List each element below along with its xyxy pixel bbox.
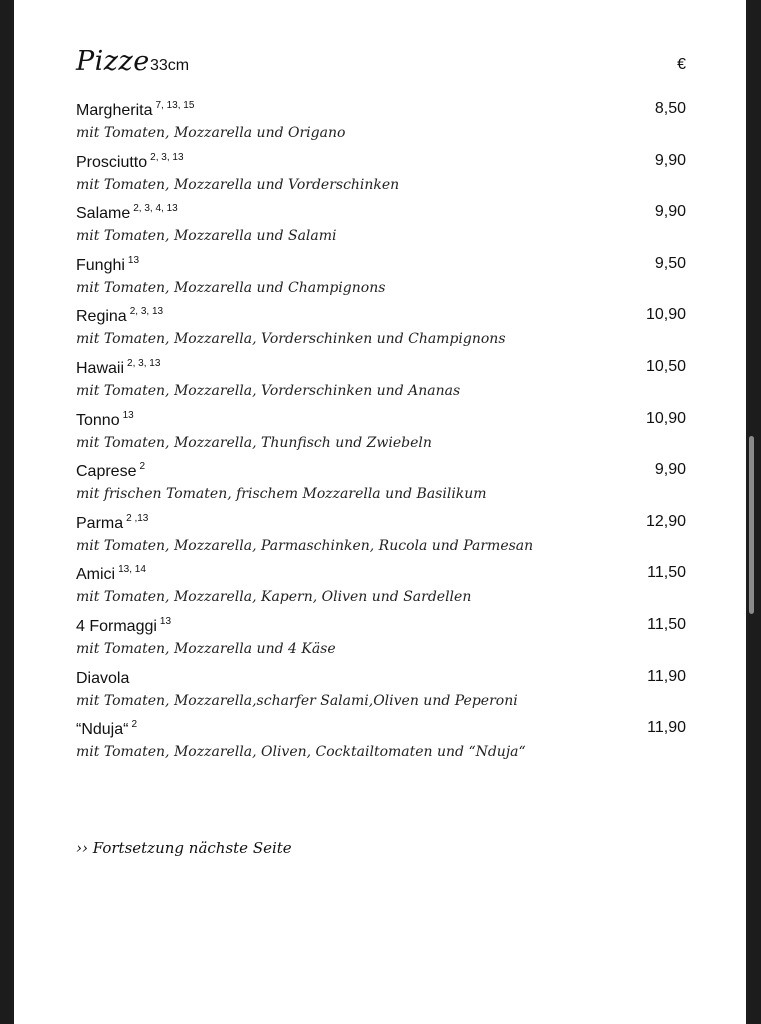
item-price: 11,50 xyxy=(647,564,686,582)
allergen-codes: 2, 3, 13 xyxy=(150,151,184,163)
item-name: Hawaii $^{2, 3, 13}$ xyxy=(76,357,161,377)
menu-item xyxy=(76,457,686,509)
menu-item xyxy=(76,664,686,716)
allergen-codes: 2, 3, 13 xyxy=(129,306,164,318)
allergen-codes: 2 xyxy=(139,461,146,473)
allergen-codes: 13 xyxy=(127,254,140,266)
item-description: mit Tomaten, Mozzarella, Oliven, Cocktailtomaten und “Nduja“ xyxy=(76,744,526,761)
item-price: 10,90 xyxy=(645,306,686,324)
scrollbar-thumb[interactable] xyxy=(749,436,754,614)
allergen-codes: 2, 3, 13 xyxy=(127,357,161,369)
menu-item xyxy=(76,354,686,406)
currency-label: € xyxy=(677,56,686,73)
item-price: 11,90 xyxy=(647,667,686,685)
menu-item xyxy=(76,96,686,148)
item-name: Margherita $^{7, 13, 15}$ xyxy=(76,100,195,119)
item-price: 9,90 xyxy=(654,203,686,221)
item-name: Funghi $^{13}$ xyxy=(76,254,140,274)
item-price: 9,50 xyxy=(654,254,686,272)
item-name: Amici $^{13, 14}$ xyxy=(76,564,146,584)
item-name: Caprese $^2$ xyxy=(76,461,146,481)
item-description: mit frischen Tomaten, frischem Mozzarella und Basilikum xyxy=(76,486,487,503)
menu-list xyxy=(76,96,686,767)
item-name: Regina $^{2, 3, 13}$ xyxy=(76,306,164,326)
item-description: mit Tomaten, Mozzarella und Origano xyxy=(76,125,346,141)
item-description: mit Tomaten, Mozzarella, Vorderschinken und Champignons xyxy=(76,331,506,348)
section-title: Pizze xyxy=(76,46,150,77)
item-price: 9,90 xyxy=(654,151,686,169)
menu-item xyxy=(76,715,686,767)
item-description: mit Tomaten, Mozzarella und Champignons xyxy=(76,279,386,296)
item-description: mit Tomaten, Mozzarella und Vorderschinken xyxy=(76,176,400,193)
item-price: 10,90 xyxy=(645,409,686,427)
item-price: 11,90 xyxy=(647,719,686,737)
menu-page xyxy=(14,0,746,1024)
item-name: Diavola xyxy=(76,669,130,687)
menu-item xyxy=(76,302,686,354)
item-name: Tonno $^{13}$ xyxy=(76,409,134,429)
item-price: 11,50 xyxy=(647,615,686,633)
item-description: mit Tomaten, Mozzarella, Kapern, Oliven und Sardellen xyxy=(76,589,472,606)
menu-item xyxy=(76,148,686,200)
section-header xyxy=(76,40,686,84)
item-name: “Nduja“ $^2$ xyxy=(76,719,138,739)
menu-item xyxy=(76,251,686,303)
item-description: mit Tomaten, Mozzarella, Vorderschinken und Ananas xyxy=(76,382,461,399)
allergen-codes: 13 xyxy=(159,615,172,627)
pizza-size-label: 33cm xyxy=(150,57,190,74)
menu-item xyxy=(76,199,686,251)
allergen-codes: 2 xyxy=(131,719,138,731)
item-price: 12,90 xyxy=(645,512,686,530)
item-description: mit Tomaten, Mozzarella, Thunfisch und Zwiebeln xyxy=(76,434,432,451)
item-description: mit Tomaten, Mozzarella und 4 Käse xyxy=(76,640,336,657)
item-name: 4 Formaggi $^{13}$ xyxy=(76,615,172,635)
item-name: Parma $^{2 ,13}$ xyxy=(76,512,149,532)
item-price: 8,50 xyxy=(654,100,686,117)
item-description: mit Tomaten, Mozzarella und Salami xyxy=(76,228,337,245)
allergen-codes: 2, 3, 4, 13 xyxy=(133,203,178,215)
continue-next-page-link[interactable]: ›› Fortsetzung nächste Seite xyxy=(76,839,292,857)
allergen-codes: 13, 14 xyxy=(118,564,146,576)
menu-item xyxy=(76,560,686,612)
allergen-codes: 2 ,13 xyxy=(126,512,149,524)
item-price: 9,90 xyxy=(654,461,686,479)
menu-item xyxy=(76,406,686,458)
menu-item xyxy=(76,612,686,664)
item-description: mit Tomaten, Mozzarella,scharfer Salami,Oliven und Peperoni xyxy=(76,692,518,709)
item-name: Prosciutto $^{2, 3, 13}$ xyxy=(76,151,184,171)
item-description: mit Tomaten, Mozzarella, Parmaschinken, Rucola und Parmesan xyxy=(76,537,534,554)
menu-item xyxy=(76,509,686,561)
allergen-codes: 7, 13, 15 xyxy=(155,100,195,111)
item-name: Salame $^{2, 3, 4, 13}$ xyxy=(76,203,178,223)
allergen-codes: 13 xyxy=(122,409,134,421)
item-price: 10,50 xyxy=(645,357,686,375)
